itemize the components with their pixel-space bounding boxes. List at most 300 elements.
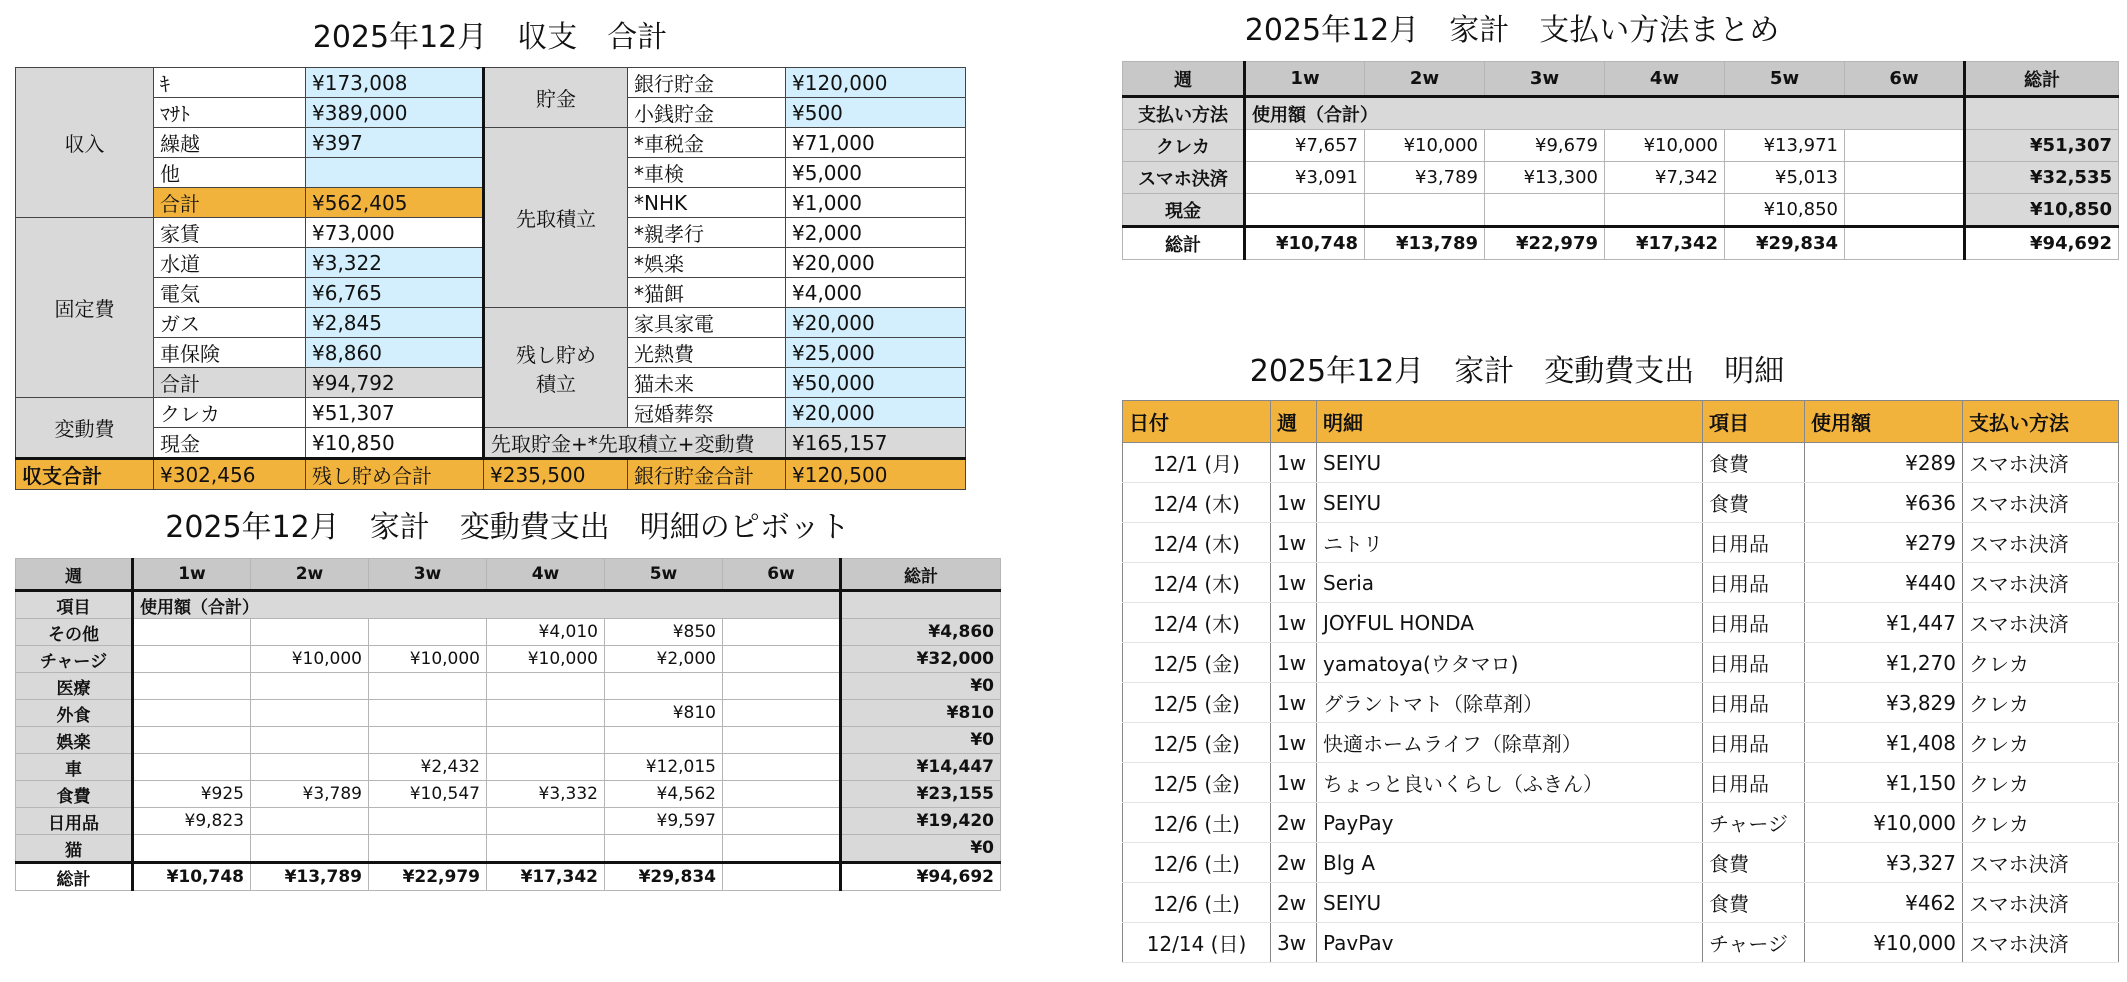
summary-row — [16, 128, 966, 158]
value-cell: ¥10,000 — [487, 646, 605, 673]
payment-method-cell: クレカ — [1963, 803, 2119, 843]
value-cell — [251, 754, 369, 781]
payment-method-cell: スマホ決済 — [1963, 843, 2119, 883]
amount-cell: ¥10,000 — [1805, 803, 1963, 843]
grand-total-row — [16, 863, 1001, 891]
remain-label-line2: 積立 — [536, 371, 576, 396]
bank-total-label: 銀行貯金合計 — [628, 459, 786, 490]
remain-total-value: ¥235,500 — [484, 459, 628, 490]
table-row — [1123, 803, 2119, 843]
table-row — [16, 835, 1001, 863]
row-label: チャージ — [16, 646, 133, 673]
value-cell: ¥5,013 — [1725, 162, 1845, 194]
payment-method-cell: クレカ — [1963, 683, 2119, 723]
combined-total-label: 先取貯金+*先取積立+変動費 — [484, 428, 786, 459]
summary-item-value: ¥6,765 — [306, 278, 484, 308]
payment-method-cell: スマホ決済 — [1963, 563, 2119, 603]
value-cell — [133, 700, 251, 727]
value-cell — [605, 673, 723, 700]
description-cell: Seria — [1317, 563, 1703, 603]
value-cell — [251, 700, 369, 727]
value-cell — [723, 781, 841, 808]
row-total: ¥51,307 — [1965, 130, 2119, 162]
summary-item-label: 合計 — [154, 188, 306, 218]
summary-item-label: 繰越 — [154, 128, 306, 158]
value-field-label: 使用額（合計） — [133, 591, 841, 619]
grand-total-cell: ¥10,748 — [1245, 227, 1365, 260]
summary-row — [16, 308, 966, 338]
summary-item-label: 光熱費 — [628, 338, 786, 368]
row-total: ¥0 — [841, 673, 1001, 700]
row-total: ¥0 — [841, 727, 1001, 754]
value-cell — [1245, 194, 1365, 227]
value-cell: ¥13,971 — [1725, 130, 1845, 162]
row-label: 外食 — [16, 700, 133, 727]
value-cell — [251, 727, 369, 754]
summary-item-value: ¥397 — [306, 128, 484, 158]
table-row — [16, 781, 1001, 808]
table-row — [16, 754, 1001, 781]
table-row — [1123, 843, 2119, 883]
value-cell — [133, 727, 251, 754]
amount-cell: ¥1,447 — [1805, 603, 1963, 643]
column-header: 3w — [369, 559, 487, 591]
value-cell: ¥9,679 — [1485, 130, 1605, 162]
summary-item-label: 銀行貯金 — [628, 68, 786, 98]
grand-total-cell: ¥10,748 — [133, 863, 251, 891]
payment-title: 2025年12月 家計 支払い方法まとめ — [1244, 13, 1780, 48]
column-header: 3w — [1485, 62, 1605, 97]
value-cell — [369, 700, 487, 727]
category-cell: 日用品 — [1703, 683, 1805, 723]
fixed-group-label: 固定費 — [16, 218, 154, 398]
grand-total-label: 総計 — [1123, 227, 1245, 260]
column-header: 2w — [1365, 62, 1485, 97]
amount-cell: ¥440 — [1805, 563, 1963, 603]
remain-label-line1: 残し貯め — [516, 342, 596, 367]
column-header: 4w — [487, 559, 605, 591]
description-cell: SEIYU — [1317, 483, 1703, 523]
summary-item-value: ¥165,157 — [786, 428, 966, 459]
value-cell: ¥3,091 — [1245, 162, 1365, 194]
value-cell — [1845, 194, 1965, 227]
subheader-row — [16, 591, 1001, 619]
value-cell — [369, 619, 487, 646]
value-cell: ¥3,789 — [1365, 162, 1485, 194]
value-cell: ¥9,823 — [133, 808, 251, 835]
value-cell — [723, 727, 841, 754]
row-total: ¥4,860 — [841, 619, 1001, 646]
value-cell — [133, 646, 251, 673]
table-row — [1123, 923, 2119, 963]
value-cell — [723, 646, 841, 673]
summary-table — [15, 67, 966, 490]
grand-total-label: 収支合計 — [16, 459, 154, 490]
amount-cell: ¥1,270 — [1805, 643, 1963, 683]
row-total: ¥32,000 — [841, 646, 1001, 673]
row-total: ¥10,850 — [1965, 194, 2119, 227]
summary-item-label: 家具家電 — [628, 308, 786, 338]
week-cell: 2w — [1271, 843, 1317, 883]
category-cell: 日用品 — [1703, 523, 1805, 563]
amount-cell: ¥10,000 — [1805, 923, 1963, 963]
summary-item-label: 合計 — [154, 368, 306, 398]
column-header: 項目 — [1703, 401, 1805, 443]
payment-method-cell: クレカ — [1963, 643, 2119, 683]
column-header: 週 — [1271, 401, 1317, 443]
summary-total-row — [16, 459, 966, 490]
grand-total-cell: ¥29,834 — [1725, 227, 1845, 260]
income-group-label: 収入 — [16, 68, 154, 218]
value-cell — [487, 727, 605, 754]
summary-item-value: ¥25,000 — [786, 338, 966, 368]
value-cell — [369, 835, 487, 863]
date-cell: 12/14 (日) — [1123, 923, 1271, 963]
value-cell: ¥12,015 — [605, 754, 723, 781]
column-header: 支払い方法 — [1963, 401, 2119, 443]
row-total: ¥810 — [841, 700, 1001, 727]
grand-total-cell: ¥17,342 — [1605, 227, 1725, 260]
description-cell: PavPav — [1317, 923, 1703, 963]
table-row — [16, 808, 1001, 835]
value-cell — [723, 835, 841, 863]
value-cell — [369, 808, 487, 835]
grand-total-label: 総計 — [16, 863, 133, 891]
table-row — [1123, 194, 2119, 227]
summary-item-label: クレカ — [154, 398, 306, 428]
date-cell: 12/4 (木) — [1123, 563, 1271, 603]
category-cell: 食費 — [1703, 483, 1805, 523]
column-header: 1w — [1245, 62, 1365, 97]
detail-title: 2025年12月 家計 変動費支出 明細 — [1249, 354, 1785, 389]
value-cell — [1365, 194, 1485, 227]
column-header: 6w — [723, 559, 841, 591]
week-cell: 1w — [1271, 683, 1317, 723]
value-cell — [251, 673, 369, 700]
column-header: 日付 — [1123, 401, 1271, 443]
value-cell — [723, 700, 841, 727]
payment-method-cell: スマホ決済 — [1963, 443, 2119, 483]
summary-item-label: *猫餌 — [628, 278, 786, 308]
value-cell: ¥10,850 — [1725, 194, 1845, 227]
detail-table — [1122, 400, 2119, 963]
summary-item-value: ¥3,322 — [306, 248, 484, 278]
value-cell: ¥9,597 — [605, 808, 723, 835]
row-field-label: 項目 — [16, 591, 133, 619]
row-label: 日用品 — [16, 808, 133, 835]
row-label: 現金 — [1123, 194, 1245, 227]
summary-item-value: ¥389,000 — [306, 98, 484, 128]
column-header: 使用額 — [1805, 401, 1963, 443]
value-cell — [605, 727, 723, 754]
date-cell: 12/4 (木) — [1123, 523, 1271, 563]
week-cell: 1w — [1271, 603, 1317, 643]
blank-cell — [841, 591, 1001, 619]
value-cell — [723, 673, 841, 700]
grand-total-cell: ¥13,789 — [251, 863, 369, 891]
summary-item-value: ¥20,000 — [786, 308, 966, 338]
table-row — [1123, 683, 2119, 723]
date-cell: 12/5 (金) — [1123, 643, 1271, 683]
value-cell — [1845, 162, 1965, 194]
summary-item-value: ¥20,000 — [786, 398, 966, 428]
description-cell: JOYFUL HONDA — [1317, 603, 1703, 643]
date-cell: 12/6 (土) — [1123, 803, 1271, 843]
week-cell: 3w — [1271, 923, 1317, 963]
value-cell — [723, 754, 841, 781]
category-cell: 日用品 — [1703, 763, 1805, 803]
summary-item-label: ﾏｻﾄ — [154, 98, 306, 128]
value-cell: ¥10,000 — [1605, 130, 1725, 162]
grand-total-cell: ¥13,789 — [1365, 227, 1485, 260]
value-cell — [1485, 194, 1605, 227]
summary-item-value — [306, 158, 484, 188]
table-row — [1123, 763, 2119, 803]
summary-item-value: ¥71,000 — [786, 128, 966, 158]
column-header: 5w — [605, 559, 723, 591]
blank-cell — [1965, 97, 2119, 130]
amount-cell: ¥289 — [1805, 443, 1963, 483]
column-header: 6w — [1845, 62, 1965, 97]
value-cell — [251, 835, 369, 863]
value-cell — [723, 808, 841, 835]
value-cell — [133, 673, 251, 700]
column-header: 1w — [133, 559, 251, 591]
description-cell: SEIYU — [1317, 443, 1703, 483]
value-cell: ¥7,342 — [1605, 162, 1725, 194]
row-label: その他 — [16, 619, 133, 646]
payment-method-cell: クレカ — [1963, 723, 2119, 763]
table-row — [1123, 443, 2119, 483]
table-row — [1123, 603, 2119, 643]
value-cell — [133, 754, 251, 781]
date-cell: 12/6 (土) — [1123, 843, 1271, 883]
table-row — [16, 727, 1001, 754]
summary-item-label: 車保険 — [154, 338, 306, 368]
value-field-label: 使用額（合計） — [1245, 97, 1965, 130]
amount-cell: ¥1,408 — [1805, 723, 1963, 763]
header-row — [1123, 401, 2119, 443]
description-cell: グラントマト（除草剤） — [1317, 683, 1703, 723]
column-header: 5w — [1725, 62, 1845, 97]
category-cell: 食費 — [1703, 443, 1805, 483]
amount-cell: ¥3,829 — [1805, 683, 1963, 723]
payment-method-cell: スマホ決済 — [1963, 523, 2119, 563]
row-label: 医療 — [16, 673, 133, 700]
table-row — [16, 619, 1001, 646]
grand-total-value: ¥302,456 — [154, 459, 306, 490]
table-row — [1123, 162, 2119, 194]
value-cell: ¥850 — [605, 619, 723, 646]
header-row — [1123, 62, 2119, 97]
grand-total-value: ¥94,692 — [1965, 227, 2119, 260]
category-cell: 食費 — [1703, 843, 1805, 883]
week-cell: 1w — [1271, 483, 1317, 523]
grand-total-cell: ¥22,979 — [1485, 227, 1605, 260]
advance-group-label: 先取積立 — [484, 128, 628, 308]
description-cell: SEIYU — [1317, 883, 1703, 923]
amount-cell: ¥3,327 — [1805, 843, 1963, 883]
value-cell — [723, 619, 841, 646]
value-cell: ¥10,000 — [251, 646, 369, 673]
value-cell: ¥4,562 — [605, 781, 723, 808]
summary-item-value: ¥173,008 — [306, 68, 484, 98]
summary-item-label: *NHK — [628, 188, 786, 218]
row-total: ¥14,447 — [841, 754, 1001, 781]
summary-item-value: ¥94,792 — [306, 368, 484, 398]
description-cell: PayPay — [1317, 803, 1703, 843]
grand-total-value: ¥94,692 — [841, 863, 1001, 891]
date-cell: 12/1 (月) — [1123, 443, 1271, 483]
week-cell: 2w — [1271, 883, 1317, 923]
value-cell — [487, 673, 605, 700]
value-cell — [369, 673, 487, 700]
summary-item-value: ¥1,000 — [786, 188, 966, 218]
row-label: クレカ — [1123, 130, 1245, 162]
week-cell: 1w — [1271, 523, 1317, 563]
value-cell — [133, 619, 251, 646]
value-cell — [133, 835, 251, 863]
week-cell: 1w — [1271, 763, 1317, 803]
amount-cell: ¥636 — [1805, 483, 1963, 523]
payment-method-cell: スマホ決済 — [1963, 883, 2119, 923]
value-cell — [487, 835, 605, 863]
summary-item-value: ¥10,850 — [306, 428, 484, 459]
value-cell: ¥2,432 — [369, 754, 487, 781]
table-row — [16, 700, 1001, 727]
description-cell: 快適ホームライフ（除草剤） — [1317, 723, 1703, 763]
value-cell — [1845, 130, 1965, 162]
payment-method-cell: クレカ — [1963, 763, 2119, 803]
summary-item-label: 他 — [154, 158, 306, 188]
column-header: 4w — [1605, 62, 1725, 97]
date-cell: 12/6 (土) — [1123, 883, 1271, 923]
table-row — [1123, 643, 2119, 683]
payment-method-cell: スマホ決済 — [1963, 483, 2119, 523]
value-cell: ¥925 — [133, 781, 251, 808]
summary-item-value: ¥8,860 — [306, 338, 484, 368]
week-cell: 1w — [1271, 643, 1317, 683]
row-label: 食費 — [16, 781, 133, 808]
summary-item-label: ガス — [154, 308, 306, 338]
value-cell: ¥10,000 — [369, 646, 487, 673]
date-cell: 12/5 (金) — [1123, 683, 1271, 723]
column-header: 明細 — [1317, 401, 1703, 443]
column-header: 週 — [1123, 62, 1245, 97]
category-cell: 食費 — [1703, 883, 1805, 923]
value-cell — [487, 700, 605, 727]
remain-total-label: 残し貯め合計 — [306, 459, 484, 490]
value-cell: ¥13,300 — [1485, 162, 1605, 194]
summary-item-label: 小銭貯金 — [628, 98, 786, 128]
value-cell — [605, 835, 723, 863]
table-row — [1123, 723, 2119, 763]
amount-cell: ¥1,150 — [1805, 763, 1963, 803]
row-label: 猫 — [16, 835, 133, 863]
value-cell: ¥10,547 — [369, 781, 487, 808]
summary-item-label: *娯楽 — [628, 248, 786, 278]
pivot-title: 2025年12月 家計 変動費支出 明細のピボット — [165, 510, 850, 545]
week-cell: 1w — [1271, 563, 1317, 603]
summary-item-value: ¥562,405 — [306, 188, 484, 218]
summary-item-label: *車検 — [628, 158, 786, 188]
summary-item-label: *車税金 — [628, 128, 786, 158]
summary-item-label: 電気 — [154, 278, 306, 308]
value-cell: ¥2,000 — [605, 646, 723, 673]
description-cell: Blg A — [1317, 843, 1703, 883]
subheader-row — [1123, 97, 2119, 130]
value-cell: ¥810 — [605, 700, 723, 727]
date-cell: 12/5 (金) — [1123, 763, 1271, 803]
summary-item-label: *親孝行 — [628, 218, 786, 248]
value-cell: ¥10,000 — [1365, 130, 1485, 162]
category-cell: 日用品 — [1703, 563, 1805, 603]
column-header: 総計 — [841, 559, 1001, 591]
row-field-label: 支払い方法 — [1123, 97, 1245, 130]
grand-total-cell — [1845, 227, 1965, 260]
column-header: 週 — [16, 559, 133, 591]
value-cell: ¥4,010 — [487, 619, 605, 646]
table-row — [16, 673, 1001, 700]
value-cell — [1605, 194, 1725, 227]
grand-total-row — [1123, 227, 2119, 260]
grand-total-cell — [723, 863, 841, 891]
value-cell: ¥3,332 — [487, 781, 605, 808]
table-row — [1123, 883, 2119, 923]
amount-cell: ¥279 — [1805, 523, 1963, 563]
row-total: ¥19,420 — [841, 808, 1001, 835]
description-cell: ちょっと良いくらし（ふきん） — [1317, 763, 1703, 803]
week-cell: 2w — [1271, 803, 1317, 843]
table-row — [1123, 483, 2119, 523]
value-cell — [487, 754, 605, 781]
summary-item-value: ¥2,845 — [306, 308, 484, 338]
value-cell — [369, 727, 487, 754]
summary-title: 2025年12月 収支 合計 — [312, 20, 668, 55]
week-cell: 1w — [1271, 723, 1317, 763]
row-total: ¥32,535 — [1965, 162, 2119, 194]
summary-item-value: ¥2,000 — [786, 218, 966, 248]
summary-item-label: 現金 — [154, 428, 306, 459]
summary-item-label: 家賃 — [154, 218, 306, 248]
summary-item-label: 水道 — [154, 248, 306, 278]
grand-total-cell: ¥17,342 — [487, 863, 605, 891]
grand-total-cell: ¥29,834 — [605, 863, 723, 891]
summary-item-label: ｷ — [154, 68, 306, 98]
row-label: 娯楽 — [16, 727, 133, 754]
table-row — [1123, 130, 2119, 162]
description-cell: ニトリ — [1317, 523, 1703, 563]
payment-method-cell: スマホ決済 — [1963, 603, 2119, 643]
summary-item-value: ¥51,307 — [306, 398, 484, 428]
value-cell — [251, 808, 369, 835]
value-cell: ¥7,657 — [1245, 130, 1365, 162]
description-cell: yamatoya(ウタマロ) — [1317, 643, 1703, 683]
value-cell: ¥3,789 — [251, 781, 369, 808]
category-cell: チャージ — [1703, 923, 1805, 963]
summary-item-label: 猫未来 — [628, 368, 786, 398]
summary-item-value: ¥73,000 — [306, 218, 484, 248]
summary-item-value: ¥50,000 — [786, 368, 966, 398]
column-header: 総計 — [1965, 62, 2119, 97]
summary-item-value: ¥120,000 — [786, 68, 966, 98]
category-cell: 日用品 — [1703, 643, 1805, 683]
table-row — [16, 646, 1001, 673]
category-cell: チャージ — [1703, 803, 1805, 843]
value-cell — [251, 619, 369, 646]
table-row — [1123, 563, 2119, 603]
summary-item-value: ¥20,000 — [786, 248, 966, 278]
